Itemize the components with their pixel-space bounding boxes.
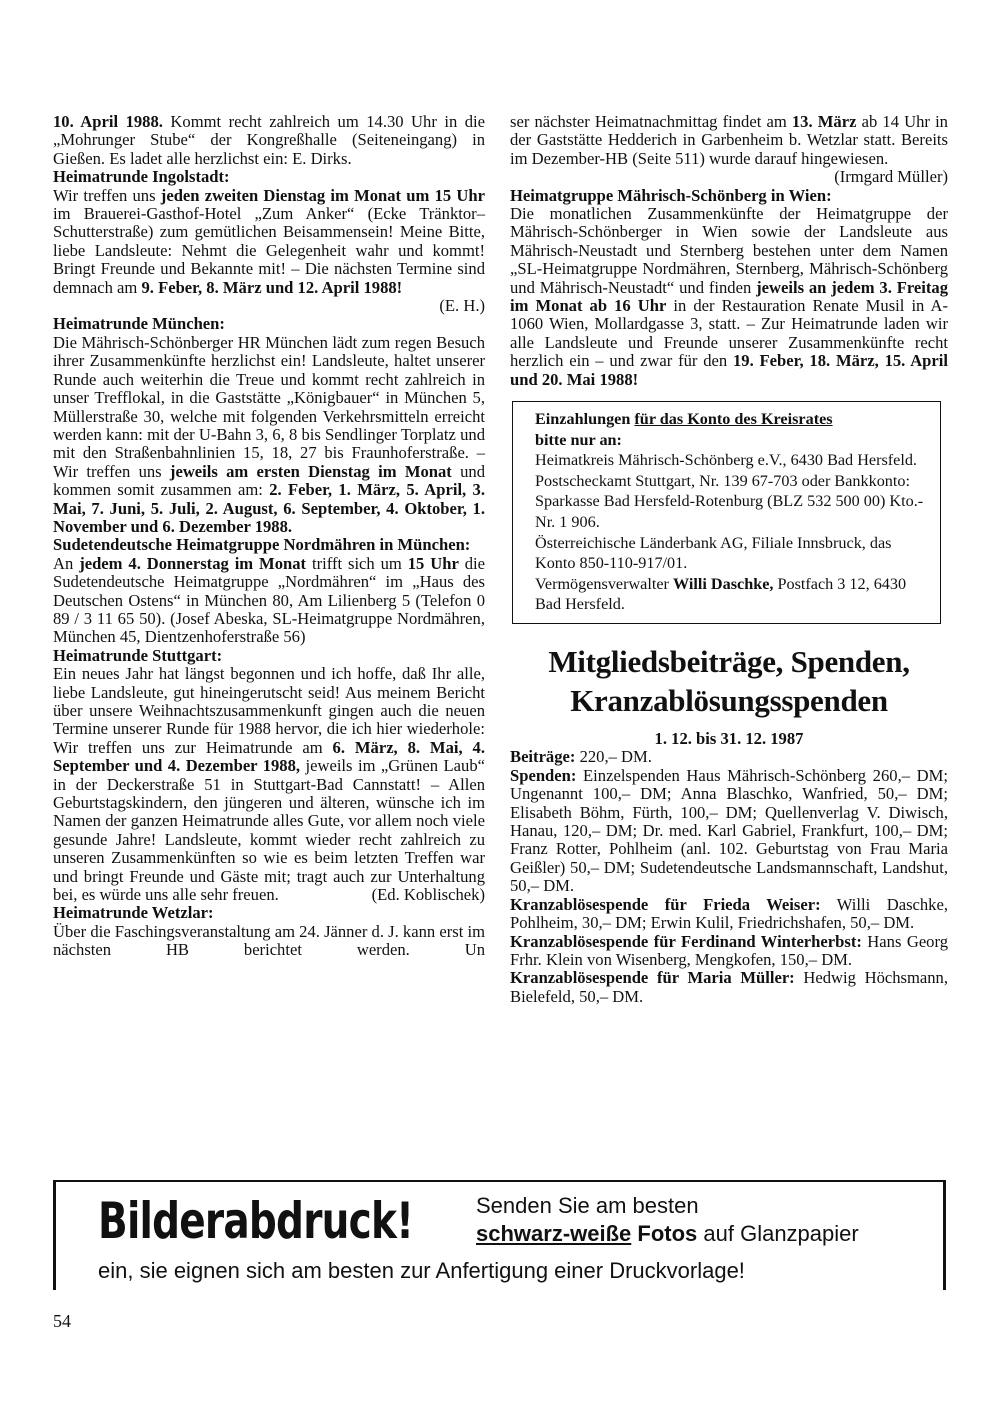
ingolstadt-paragraph: Wir treffen uns jeden zweiten Dienstag im Monat um 15 Uhr im Brauerei-Gasthof-Hotel „Zum Anker“ (Ecke Tränktor–Schutterstraße) zum gemütlichen Beisammensein! Meine Bitte, liebe Landsleute: Nehmt die Gelegenheit wahr und kommt! Bringt Freunde und Bekannte mit! – Die nächsten Termine sind demnach am 9. Feber, 8. März und 12. April 1988! (53, 185, 485, 297)
konto-heading: Einzahlungen für das Konto des Kreisrates bitte nur an: (535, 410, 833, 449)
stuttgart-signature: (Ed. Koblischek) (371, 885, 485, 905)
kranz-winterherbst-paragraph: Kranzablösespende für Ferdinand Winterherbst: Hans Georg Frhr. Klein von Wisenberg, Mengkofen, 150,– DM. (510, 931, 948, 969)
wetzlar-continuation: ser nächster Heimatnachmittag findet am 13. März ab 14 Uhr in der Gaststätte Hedderich in Garbenheim b. Wetzlar statt. Bereits im Dezember-HB (Seite 511) wurde darauf hingewiesen. (510, 112, 948, 168)
ingolstadt-heading: Heimatrunde Ingolstadt: (53, 167, 230, 187)
left-column (53, 113, 485, 960)
muenchen-heading: Heimatrunde München: (53, 314, 225, 334)
banner-line-2: schwarz-weiße Fotos auf Glanzpapier (476, 1221, 859, 1246)
intro-paragraph: 10. April 1988. Kommt recht zahlreich um 14.30 Uhr in die „Mohrunger Stube“ der Kongreßhalle (Seiteneingang) in Gießen. Es ladet alle herzlichst ein: E. Dirks. (53, 112, 485, 168)
wetzlar-paragraph: Über die Faschingsveranstaltung am 24. Jänner d. J. kann erst im nächsten HB berichtet werden. Un (53, 921, 485, 960)
nordmaehren-paragraph: An jedem 4. Donnerstag im Monat trifft sich um 15 Uhr die Sudetendeutsche Heimatgruppe „Nordmähren“ im „Haus des Deutschen Ostens“ in München 80, Am Lilienberg 5 (Telefon 0 89 / 3 11 65 50). (Josef Abeska, SL-Heimatgruppe Nordmähren, München 45, Dientzenhoferstraße 56) (53, 553, 485, 647)
wetzlar-signature: (Irmgard Müller) (834, 167, 948, 187)
kranz-mueller-paragraph: Kranzablösespende für Maria Müller: Hedwig Höchsmann, Bielefeld, 50,– DM. (510, 968, 949, 1006)
wien-heading: Heimatgruppe Mährisch-Schönberg in Wien: (510, 185, 832, 205)
wien-paragraph: Die monatlichen Zusammenkünfte der Heimatgruppe der Mährisch-Schönberger in Wien sowie der Landsleute aus Mährisch-Neustadt und Sternberg bestehen unter dem Namen „SL-Heimatgruppe Nordmähren, Sternberg, Mährisch-Schönberg und Mährisch-Neustadt“ und finden jeweils an jedem 3. Freitag im Monat ab 16 Uhr in der Restauration Renate Musil in A-1060 Wien, Mollardgasse 3, statt. – Zur Heimatrunde laden wir alle Landsleute und Freunde unserer Zusammenkünfte recht herzlich ein – und zwar für den 19. Feber, 18. März, 15. April und 20. Mai 1988! (510, 204, 948, 389)
konto-box (512, 401, 941, 624)
konto-line-4: Vermögensverwalter Willi Daschke, Postfach 3 12, 6430 Bad Hersfeld. (535, 574, 907, 614)
banner-line-1: Senden Sie am besten (476, 1193, 699, 1218)
section-title-line-1: Mitgliedsbeiträge, Spenden, (548, 644, 910, 680)
photo-banner (53, 1180, 946, 1290)
konto-line-1: Heimatkreis Mährisch-Schönberg e.V., 6430 Bad Hersfeld. (535, 451, 917, 470)
stuttgart-heading: Heimatrunde Stuttgart: (53, 645, 223, 665)
stuttgart-paragraph (53, 665, 485, 904)
nordmaehren-heading: Sudetendeutsche Heimatgruppe Nordmähren in München: (53, 535, 471, 555)
period-label: 1. 12. bis 31. 12. 1987 (654, 729, 804, 749)
banner-line-3: ein, sie eignen sich am besten zur Anfertigung einer Druckvorlage! (98, 1258, 745, 1283)
muenchen-paragraph: Die Mährisch-Schönberger HR München lädt zum regen Besuch ihrer Zusammenkünfte herzlichst ein! Landsleute, haltet unserer Runde auch weiterhin die Treue und kommt recht zahlreich in unser Trefflokal, in die Gaststätte „Königbauer“ in München 5, Müllerstraße 30, welche mit folgenden Verkehrsmitteln erreicht werden kann: mit der U-Bahn 3, 6, 8 bis Sendlinger Torplatz und mit den Straßenbahnlinien 15, 18, 27 bis Fraunhoferstraße. – Wir treffen uns jeweils am ersten Dienstag im Monat und kommen somit zusammen am: 2. Feber, 1. März, 5. April, 3. Mai, 7. Juni, 5. Juli, 2. August, 6. September, 4. Oktober, 1. November und 6. Dezember 1988. (53, 332, 486, 536)
wetzlar-heading: Heimatrunde Wetzlar: (53, 903, 214, 923)
banner-headline: Bilderabdruck! (98, 1192, 414, 1250)
ingolstadt-signature: (E. H.) (439, 296, 485, 316)
konto-line-3: Österreichische Länderbank AG, Filiale Innsbruck, das Konto 850-110-917/01. (535, 533, 892, 573)
section-title-line-2: Kranzablösungsspenden (570, 683, 888, 719)
konto-line-2: Postscheckamt Stuttgart, Nr. 139 67-703 oder Bankkonto: Sparkasse Bad Hersfeld-Rotenburg (BLZ 532 500 00) Kto.-Nr. 1 906. (535, 471, 924, 532)
page-number: 54 (53, 1311, 71, 1331)
kranz-weiser-paragraph: Kranzablösespende für Frieda Weiser: Willi Daschke, Pohlheim, 30,– DM; Erwin Kulil, Friedrichshafen, 50,– DM. (510, 894, 948, 933)
beitraege-paragraph: Beiträge: 220,– DM. (510, 747, 652, 767)
right-column (510, 113, 948, 1006)
stuttgart-text: Ein neues Jahr hat längst begonnen und ich hoffe, daß Ihr alle, liebe Landsleute, gut hineingerutscht seid! Aus meinem Bericht über unsere Weihnachtszusammenkunft gingen auch die neuen Termine unserer Runde für 1988 hervor, die ich hier wiederhole: Wir treffen uns zur Heimatrunde am 6. März, 8. Mai, 4. September und 4. Dezember 1988, jeweils im „Grünen Laub“ in der Deckerstraße 51 in Stuttgart-Bad Cannstatt! – Allen Geburtstagskindern, den jüngeren und älteren, wünsche ich im Namen der ganzen Heimatrunde alles Gute, vor allem noch viele gesunde Jahre! Landsleute, kommt wieder recht zahlreich zu unseren Zusammenkünften so wie es beim letzten Treffen war und bringt Freunde und Gäste mit; tragt auch zur Unterhaltung bei, es würde uns alle sehr freuen. (53, 664, 485, 905)
section-title (510, 642, 948, 720)
spenden-paragraph: Spenden: Einzelspenden Haus Mährisch-Schönberg 260,– DM; Ungenannt 100,– DM; Anna Blaschko, Wanfried, 50,– DM; Elisabeth Böhm, Fürth, 100,– DM; Quellenverlag V. Diwisch, Hanau, 120,– DM; Dr. med. Karl Gabriel, Frankfurt, 100,– DM; Franz Rotter, Pohlheim (anl. 102. Geburtstag von Frau Maria Geißler) 50,– DM; Sudetendeutsche Landsmannschaft, Landshut, 50,– DM. (510, 765, 948, 896)
